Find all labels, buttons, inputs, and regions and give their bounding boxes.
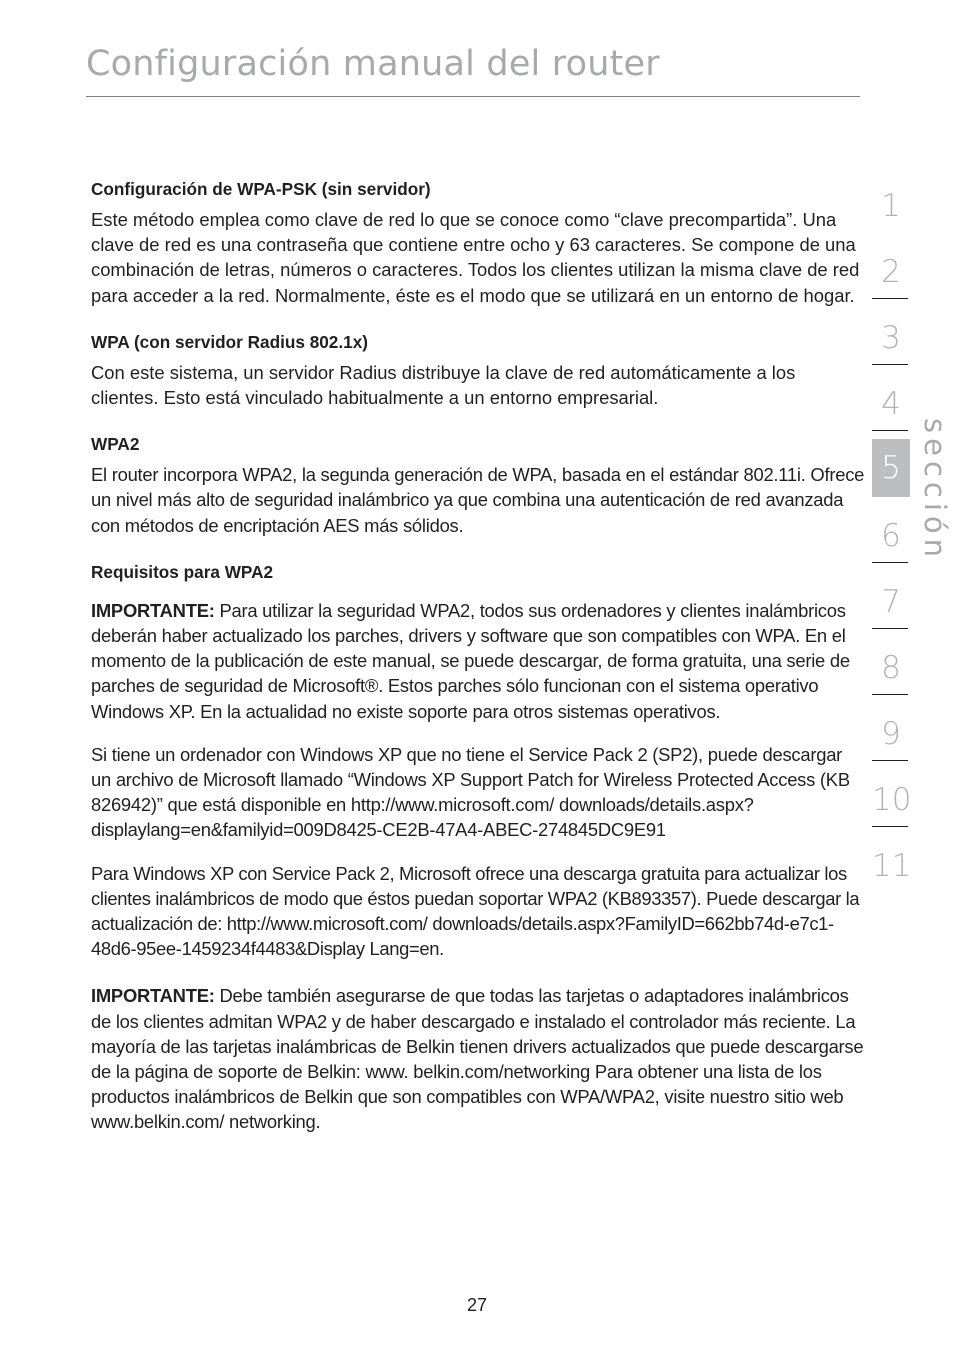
paragraph-important-2-text: Debe también asegurarse de que todas las tarjetas o adaptadores inalámbricos de los clientes admitan WPA2 y de haber descargado e instalado el controlador más reciente. La mayoría de las tarjetas inalámbricas de Belkin tienen drivers actualizados que puede descargarse de la página de soporte de Belkin: www. belkin.com/networking Para obtener una lista de los productos inalámbricos de Belkin que son compatibles con WPA/WPA2, visite nuestro sitio web www.belkin.com/ networking. [91,985,864,1133]
section-tab-3[interactable]: 3 [881,320,901,356]
section-tab-9[interactable]: 9 [881,716,901,752]
paragraph-wpa-radius: Con este sistema, un servidor Radius distribuye la clave de red automáticamente a los clientes. Esto está vinculado habitualmente a un entorno empresarial. [91,361,796,409]
section-label: sección [918,418,952,563]
paragraph-important-2 [91,983,866,1134]
section-divider [872,628,908,629]
heading-wpa2: WPA2 [91,434,140,455]
section-tab-6[interactable]: 6 [881,518,901,554]
title-rule [86,96,860,97]
paragraph-wpa-psk: Este método emplea como clave de red lo que se conoce como “clave precompartida”. Una clave de red es una contraseña que contiene entre ocho y 63 caracteres. Se compone de una combinación de letras, números o caracteres. Todos los clientes utilizan la misma clave de red para acceder a la red. Normalmente, éste es el modo que se utilizará en un entorno de hogar. [91,209,860,306]
section-divider [872,562,908,563]
paragraph-sp2-update: Para Windows XP con Service Pack 2, Microsoft ofrece una descarga gratuita para actualizar los clientes inalámbricos de modo que éstos puedan soportar WPA2 (KB893357). Puede descargar la actualización de: http://www.microsoft.com/ downloads/details.aspx?FamilyID=662bb74d-e7c1-48d6-95ee-1459234f4483&Display Lang=en. [91,862,860,960]
section-divider [872,760,908,761]
section-tab-8[interactable]: 8 [881,650,901,686]
section-tab-11[interactable]: 11 [872,848,912,884]
paragraph-important-1 [91,598,866,724]
paragraph-wpa2: El router incorpora WPA2, la segunda generación de WPA, basada en el estándar 802.11i. Ofrece un nivel más alto de seguridad inalámbrico ya que combina una autenticación de red avanzada con métodos de encriptación AES más sólidos. [91,464,865,536]
section-tab-5-active[interactable]: 5 [872,439,910,497]
important-label: IMPORTANTE: [91,599,215,621]
heading-wpa2-requirements: Requisitos para WPA2 [91,561,274,582]
important-label: IMPORTANTE: [91,985,215,1007]
section-tab-2[interactable]: 2 [881,254,901,290]
paragraph-sp1-patch: Si tiene un ordenador con Windows XP que no tiene el Service Pack 2 (SP2), puede descargar un archivo de Microsoft llamado “Windows XP Support Patch for Wireless Protected Access (KB 826942)” que está disponible en http://www.microsoft.com/ downloads/details.aspx?displaylang=en&familyid=009D8425-CE2B-47A4-ABEC-274845DC9E91 [91,743,850,841]
section-divider [872,694,908,695]
section-tab-4[interactable]: 4 [881,386,901,422]
section-tab-1[interactable]: 1 [881,188,901,224]
heading-wpa-psk: Configuración de WPA-PSK (sin servidor) [91,179,431,199]
heading-wpa-radius: WPA (con servidor Radius 802.1x) [91,331,368,352]
section-divider [872,826,908,827]
section-tab-7[interactable]: 7 [881,584,901,620]
page-number: 27 [466,1295,488,1315]
page-content [91,177,866,1135]
page-title: Configuración manual del router [86,44,660,84]
section-tab-10[interactable]: 10 [872,782,912,818]
paragraph-important-1-text: Para utilizar la seguridad WPA2, todos sus ordenadores y clientes inalámbricos deberán haber actualizado los parches, drivers y software que son compatibles con WPA. En el momento de la publicación de este manual, se puede descargar, de forma gratuita, una serie de parches de seguridad de Microsoft®. Estos parches sólo funcionan con el sistema operativo Windows XP. En la actualidad no existe soporte para otros sistemas operativos. [91,599,850,722]
